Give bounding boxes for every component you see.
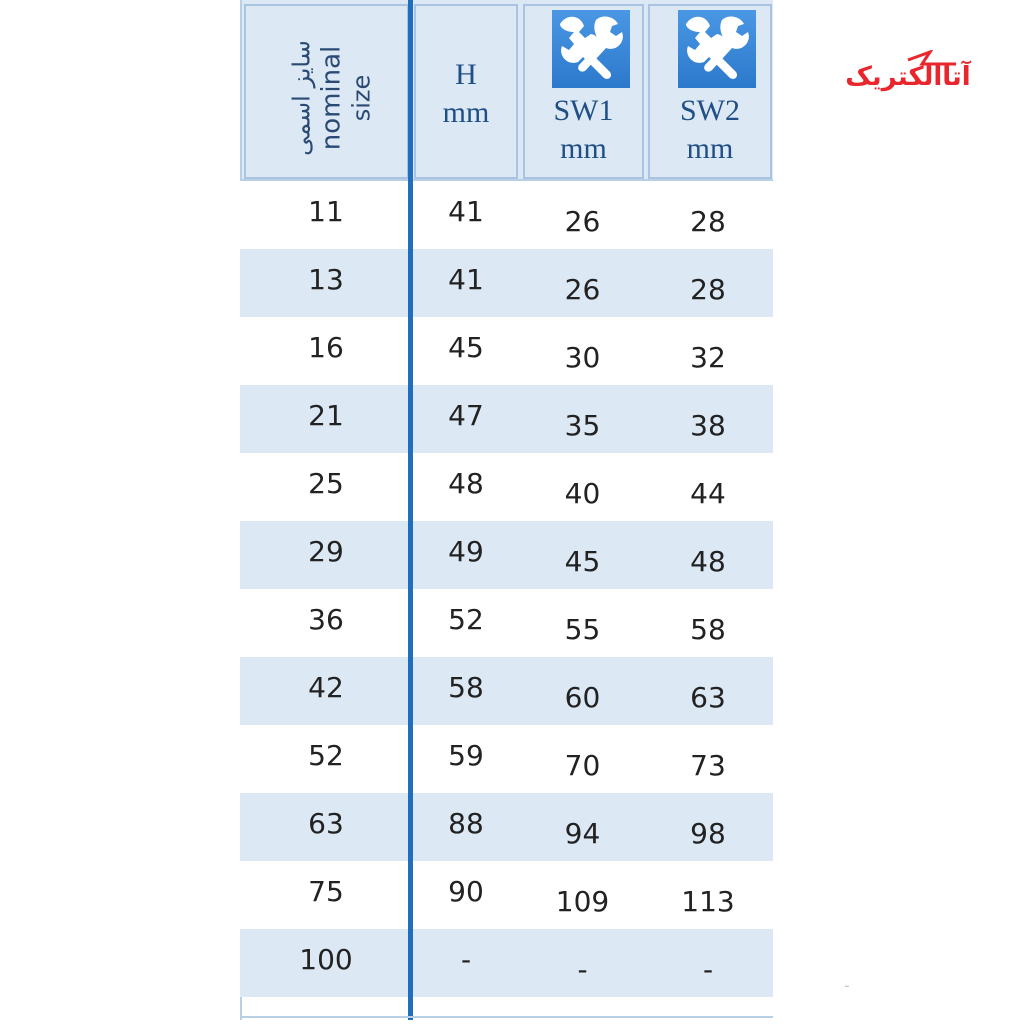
cell-nominal-size: 11 [308, 195, 344, 228]
cell-sw1: 30 [564, 341, 601, 374]
table-bottom-border [240, 1016, 773, 1018]
cell-h: 88 [448, 807, 484, 840]
header-nominal-size-en-a: nominal [316, 45, 347, 151]
header-sw1 [523, 4, 644, 179]
table-header [240, 0, 773, 181]
cell-nominal-size: 42 [308, 671, 344, 704]
cell-h: 58 [448, 671, 484, 704]
header-sw2 [648, 4, 772, 179]
table-row [240, 657, 773, 725]
cell-h: 41 [448, 195, 484, 228]
brand-logo [838, 50, 978, 100]
header-nominal-size-en-b: size [347, 74, 376, 122]
cell-h: 41 [448, 263, 484, 296]
table-row [240, 453, 773, 521]
cell-sw1: 70 [564, 749, 601, 782]
brand-logo-text: آتاالکتریک [845, 62, 971, 92]
table-row [240, 861, 773, 929]
cell-sw2: 58 [690, 613, 726, 646]
cell-sw1: 60 [564, 681, 601, 714]
cell-h: 59 [448, 739, 484, 772]
cell-h: 48 [448, 467, 484, 500]
cell-nominal-size: 13 [308, 263, 344, 296]
header-h [414, 4, 518, 179]
cell-nominal-size: 36 [308, 603, 344, 636]
cell-h: 45 [448, 331, 484, 364]
wrench-icon [552, 10, 630, 88]
cell-h: 52 [448, 603, 484, 636]
spec-table [240, 0, 773, 1020]
cell-sw2: - [702, 953, 714, 986]
cell-h: - [460, 943, 472, 976]
table-row [240, 317, 773, 385]
cell-h: 90 [448, 875, 484, 908]
table-row [240, 793, 773, 861]
cell-sw2: 28 [690, 205, 726, 238]
table-row [240, 929, 773, 997]
cell-sw2: 73 [690, 749, 726, 782]
column-divider [408, 0, 413, 1020]
cell-sw1: 94 [564, 817, 601, 850]
cell-h: 49 [448, 535, 484, 568]
cell-sw2: 113 [681, 885, 735, 918]
header-sw2-unit: mm [686, 132, 734, 165]
cell-h: 47 [448, 399, 484, 432]
table-row [240, 725, 773, 793]
stray-dash: - [844, 976, 850, 995]
cell-sw1: 26 [564, 273, 601, 306]
table-row [240, 249, 773, 317]
cell-nominal-size: 63 [308, 807, 344, 840]
header-h-label: H [455, 58, 477, 91]
cell-nominal-size: 52 [308, 739, 344, 772]
table-row [240, 589, 773, 657]
header-sw1-label: SW1 [553, 94, 614, 127]
header-sw1-unit: mm [560, 132, 607, 165]
table-row [240, 181, 773, 249]
cell-sw1: 55 [564, 613, 601, 646]
cell-sw2: 32 [690, 341, 726, 374]
cell-sw1: 40 [564, 477, 601, 510]
cell-sw1: - [577, 953, 588, 986]
cell-nominal-size: 25 [308, 467, 344, 500]
cell-nominal-size: 29 [308, 535, 344, 568]
header-nominal-size [244, 4, 409, 179]
table-row [240, 521, 773, 589]
header-nominal-size-label [288, 40, 377, 156]
cell-sw2: 28 [690, 273, 726, 306]
cell-sw1: 26 [564, 205, 601, 238]
header-sw2-label: SW2 [680, 94, 740, 127]
cell-sw2: 63 [690, 681, 726, 714]
header-nominal-size-fa: سایز اسمی [287, 40, 316, 156]
cell-nominal-size: 16 [308, 331, 344, 364]
cell-sw1: 109 [555, 885, 610, 918]
wrench-icon [678, 10, 756, 88]
cell-sw2: 48 [690, 545, 726, 578]
cell-sw1: 35 [564, 409, 601, 442]
cell-sw2: 38 [690, 409, 726, 442]
table-row [240, 385, 773, 453]
cell-nominal-size: 75 [308, 875, 344, 908]
cell-nominal-size: 100 [299, 943, 353, 976]
cell-sw2: 44 [690, 477, 726, 510]
cell-sw2: 98 [690, 817, 726, 850]
cell-nominal-size: 21 [308, 399, 344, 432]
header-h-unit: mm [442, 96, 490, 129]
cell-sw1: 45 [564, 545, 601, 578]
